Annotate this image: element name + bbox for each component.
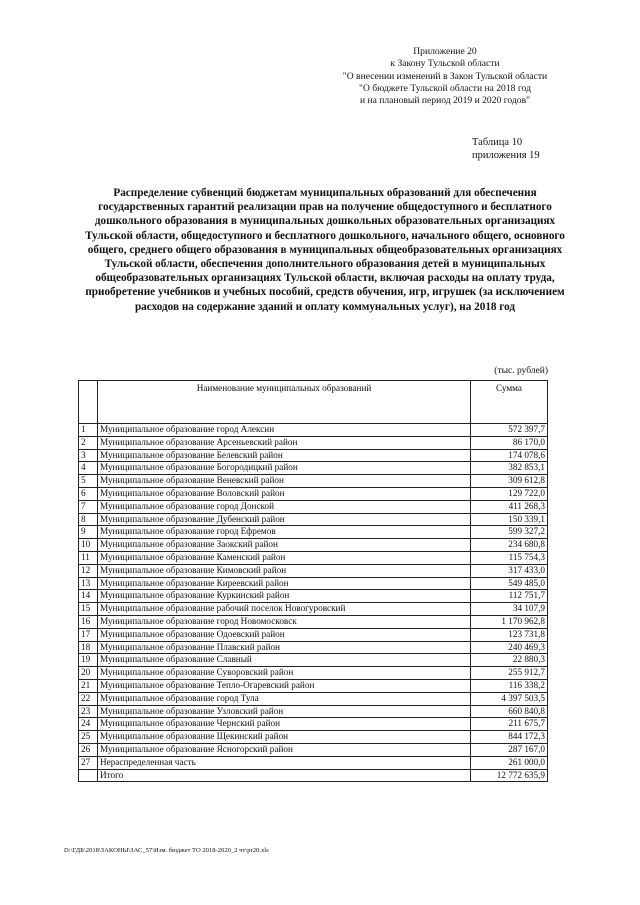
row-name: Муниципальное образование Богородицкий район xyxy=(98,462,471,475)
row-sum: 123 731,8 xyxy=(471,628,548,641)
table-row xyxy=(79,551,548,564)
row-number: 9 xyxy=(79,526,98,539)
row-sum: 150 339,1 xyxy=(471,513,548,526)
row-name: Муниципальное образование Славный xyxy=(98,654,471,667)
row-sum: 255 912,7 xyxy=(471,667,548,680)
row-name: Муниципальное образование рабочий поселок Новогуровский xyxy=(98,603,471,616)
row-sum: 86 170,0 xyxy=(471,436,548,449)
row-number: 17 xyxy=(79,628,98,641)
row-number: 26 xyxy=(79,743,98,756)
file-path-footer: D:\ГДБ\2018\ЗАКОНЫ\ЗАС_57\Изм. бюджет ТО 2018-2020_2 чт\pr20.xls xyxy=(64,847,269,854)
row-name: Итого xyxy=(98,769,471,782)
row-name: Муниципальное образование город Ефремов xyxy=(98,526,471,539)
table-row xyxy=(79,500,548,513)
row-name: Муниципальное образование Тепло-Огаревский район xyxy=(98,679,471,692)
row-number: 5 xyxy=(79,475,98,488)
table-row xyxy=(79,526,548,539)
row-name: Муниципальное образование Киреевский район xyxy=(98,577,471,590)
row-number: 18 xyxy=(79,641,98,654)
row-name: Муниципальное образование Плавский район xyxy=(98,641,471,654)
row-sum: 34 107,9 xyxy=(471,603,548,616)
annex-line: и на плановый период 2019 и 2020 годов" xyxy=(359,95,531,107)
row-sum: 572 397,7 xyxy=(471,424,548,437)
annex-line: "О внесении изменений в Закон Тульской области xyxy=(342,70,548,82)
row-sum: 116 338,2 xyxy=(471,679,548,692)
row-number: 20 xyxy=(79,667,98,680)
row-name: Муниципальное образование Кимовский район xyxy=(98,564,471,577)
row-number: 3 xyxy=(79,449,98,462)
row-sum: 599 327,2 xyxy=(471,526,548,539)
header-sum: Сумма xyxy=(471,381,548,424)
row-sum: 317 433,0 xyxy=(471,564,548,577)
table-ref-line: Таблица 10 xyxy=(472,137,523,148)
row-number: 23 xyxy=(79,705,98,718)
row-number: 13 xyxy=(79,577,98,590)
document-title: Распределение субвенций бюджетам муниципальных образований для обеспечения государственных гарантий реализации прав на получение общедоступного и бесплатного дошкольного образования в муниципальных дошкольных образовательных организациях Тульской области, общедоступного и бесплатного дошкольного, начального общего, основного общего, среднего общего образования в муниципальных общеобразовательных организациях Тульской области, обеспечения дополнительного образования детей в муниципальных общеобразовательных организациях Тульской области, включая расходы на оплату труда, приобретение учебников и учебных пособий, средств обучения, игр, игрушек (за исключением расходов на содержание зданий и оплату коммунальных услуг), на 2018 год xyxy=(85,187,565,313)
row-number: 11 xyxy=(79,551,98,564)
row-number: 21 xyxy=(79,679,98,692)
row-number: 12 xyxy=(79,564,98,577)
row-sum: 174 078,6 xyxy=(471,449,548,462)
table-row xyxy=(79,462,548,475)
table-row xyxy=(79,487,548,500)
row-number: 10 xyxy=(79,539,98,552)
table-row xyxy=(79,641,548,654)
row-sum: 261 000,0 xyxy=(471,756,548,769)
row-sum: 211 675,7 xyxy=(471,718,548,731)
row-name: Муниципальное образование Куркинский район xyxy=(98,590,471,603)
row-name: Муниципальное образование Одоевский район xyxy=(98,628,471,641)
row-sum: 12 772 635,9 xyxy=(471,769,548,782)
row-name: Муниципальное образование Чернский район xyxy=(98,718,471,731)
annex-line: Приложение 20 xyxy=(413,46,477,57)
table-row xyxy=(79,564,548,577)
header-name: Наименование муниципальных образований xyxy=(98,381,471,424)
annex-line: к Закону Тульской области xyxy=(390,58,500,70)
table-row xyxy=(79,718,548,731)
table-row xyxy=(79,615,548,628)
table-row xyxy=(79,743,548,756)
row-number: 14 xyxy=(79,590,98,603)
row-sum: 382 853,1 xyxy=(471,462,548,475)
row-sum: 549 485,0 xyxy=(471,577,548,590)
row-sum: 115 754,3 xyxy=(471,551,548,564)
row-number: 1 xyxy=(79,424,98,437)
row-number: 19 xyxy=(79,654,98,667)
table-row xyxy=(79,513,548,526)
row-sum: 22 880,3 xyxy=(471,654,548,667)
table-row xyxy=(79,705,548,718)
row-number: 6 xyxy=(79,487,98,500)
annex-line: "О бюджете Тульской области на 2018 год xyxy=(359,82,531,94)
row-name: Нераспределенная часть xyxy=(98,756,471,769)
distribution-table xyxy=(78,380,548,782)
row-name: Муниципальное образование Веневский район xyxy=(98,475,471,488)
row-number: 2 xyxy=(79,436,98,449)
table-reference xyxy=(472,136,540,162)
row-name: Муниципальное образование Суворовский район xyxy=(98,667,471,680)
row-name: Муниципальное образование Узловский район xyxy=(98,705,471,718)
row-sum: 287 167,0 xyxy=(471,743,548,756)
row-number: 25 xyxy=(79,731,98,744)
table-row xyxy=(79,692,548,705)
table-row xyxy=(79,667,548,680)
table-row xyxy=(79,539,548,552)
row-sum: 309 612,8 xyxy=(471,475,548,488)
table-row xyxy=(79,590,548,603)
total-row xyxy=(79,769,548,782)
row-sum: 4 397 503,5 xyxy=(471,692,548,705)
table-row xyxy=(79,654,548,667)
row-number: 22 xyxy=(79,692,98,705)
table-row xyxy=(79,679,548,692)
row-name: Муниципальное образование Ясногорский район xyxy=(98,743,471,756)
row-name: Муниципальное образование Дубенский район xyxy=(98,513,471,526)
row-name: Муниципальное образование город Новомосковск xyxy=(98,615,471,628)
table-row xyxy=(79,577,548,590)
table-row xyxy=(79,731,548,744)
row-sum: 240 469,3 xyxy=(471,641,548,654)
row-name: Муниципальное образование город Алексин xyxy=(98,424,471,437)
row-name: Муниципальное образование Заокский район xyxy=(98,539,471,552)
row-name: Муниципальное образование Воловский район xyxy=(98,487,471,500)
table-row xyxy=(79,475,548,488)
row-sum: 129 722,0 xyxy=(471,487,548,500)
row-sum: 660 840,8 xyxy=(471,705,548,718)
row-name: Муниципальное образование Белевский район xyxy=(98,449,471,462)
table-row xyxy=(79,756,548,769)
table-header-row xyxy=(79,381,548,424)
row-number: 4 xyxy=(79,462,98,475)
row-number: 27 xyxy=(79,756,98,769)
table-row xyxy=(79,603,548,616)
row-sum: 844 172,3 xyxy=(471,731,548,744)
annex-header xyxy=(300,46,590,107)
row-number: 24 xyxy=(79,718,98,731)
row-name: Муниципальное образование Щекинский район xyxy=(98,731,471,744)
row-sum: 1 170 962,8 xyxy=(471,615,548,628)
row-sum: 411 268,3 xyxy=(471,500,548,513)
row-number xyxy=(79,769,98,782)
row-number: 15 xyxy=(79,603,98,616)
table-row xyxy=(79,449,548,462)
table-row xyxy=(79,424,548,437)
units-label: (тыс. рублей) xyxy=(494,366,548,376)
row-name: Муниципальное образование город Тула xyxy=(98,692,471,705)
table-row xyxy=(79,628,548,641)
table-row xyxy=(79,436,548,449)
row-name: Муниципальное образование Каменский район xyxy=(98,551,471,564)
row-name: Муниципальное образование Арсеньевский район xyxy=(98,436,471,449)
row-sum: 234 680,8 xyxy=(471,539,548,552)
table-ref-line: приложения 19 xyxy=(472,150,540,161)
row-sum: 112 751,7 xyxy=(471,590,548,603)
row-number: 7 xyxy=(79,500,98,513)
row-number: 16 xyxy=(79,615,98,628)
header-num xyxy=(79,381,98,424)
row-number: 8 xyxy=(79,513,98,526)
row-name: Муниципальное образование город Донской xyxy=(98,500,471,513)
